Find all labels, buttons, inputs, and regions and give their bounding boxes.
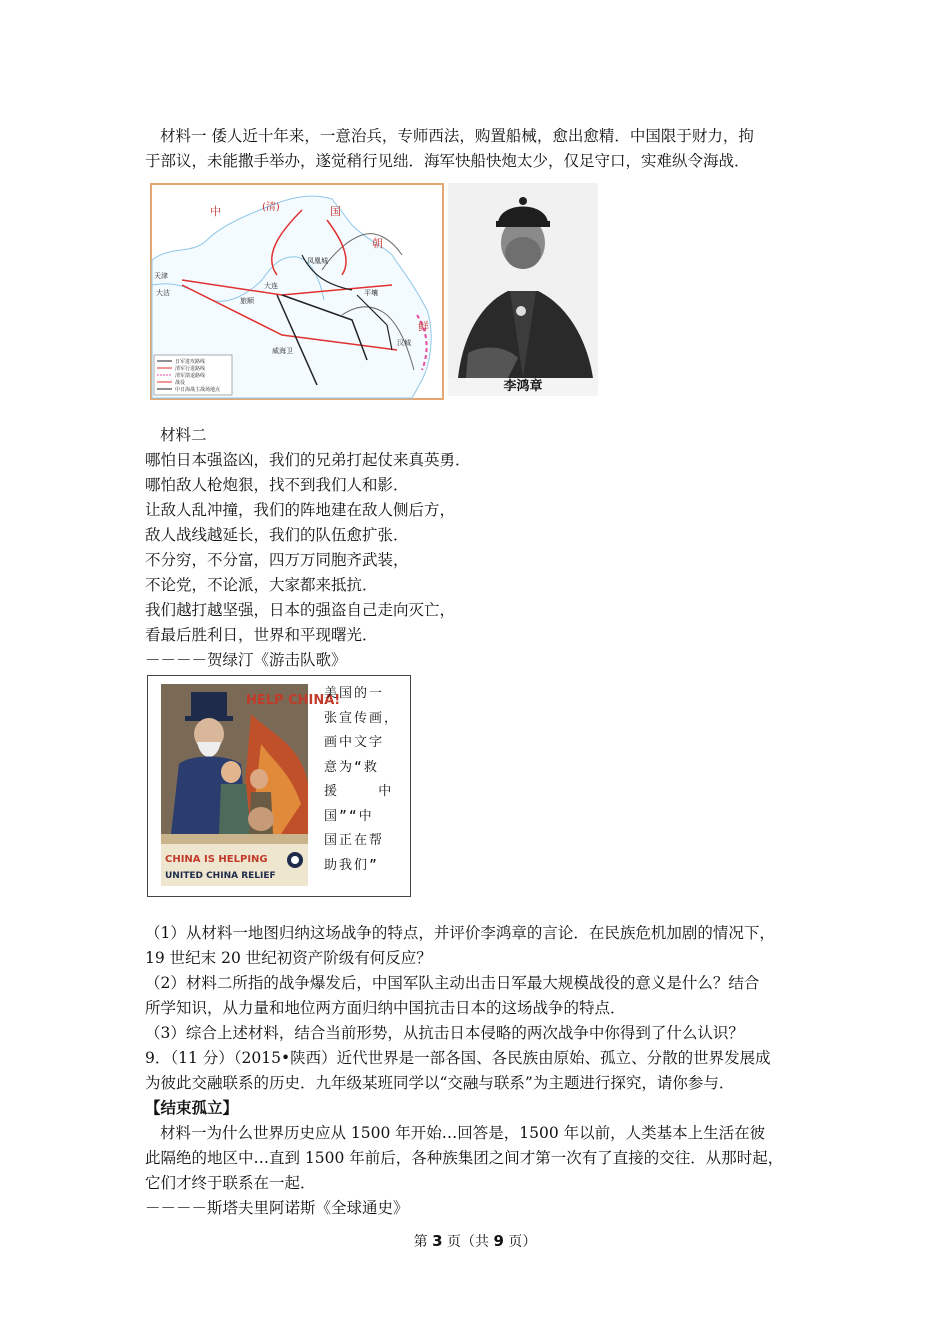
map-label-fenghuangcheng: 凤凰城 bbox=[307, 257, 328, 265]
question-1-line-2: 19 世纪末 20 世纪初资产阶级有何反应？ bbox=[145, 949, 432, 967]
material1-line-1: 材料一 倭人近十年来，一意治兵，专师西法，购置船械，愈出愈精．中国限于财力，拘 bbox=[160, 127, 754, 145]
poster-caption-line: 援 中 bbox=[324, 784, 394, 799]
footer-prefix: 第 bbox=[413, 1234, 433, 1250]
poster-caption-line: 国”“中 bbox=[324, 808, 374, 824]
song-source: －－－－贺绿汀《游击队歌》 bbox=[145, 651, 347, 669]
poster-bottom-text-2: UNITED CHINA RELIEF bbox=[165, 871, 276, 881]
section-heading: 【结束孤立】 bbox=[145, 1098, 239, 1117]
map-legend-5: 中日海战主战场地点 bbox=[175, 387, 221, 393]
map-legend-3: 清军溃退路线 bbox=[175, 373, 206, 379]
song-line-1: 哪怕日本强盗凶，我们的兄弟打起仗来真英勇． bbox=[145, 451, 471, 469]
map-label-lushun: 旅顺 bbox=[240, 297, 254, 305]
question-2-line-1: （2）材料二所指的战争爆发后，中国军队主动出击日军最大规模战役的意义是什么？结合 bbox=[145, 974, 760, 992]
map-label-dagu: 大沽 bbox=[156, 289, 170, 297]
poster-figure bbox=[147, 675, 411, 897]
problem-9-material-line-3: 它们才终于联系在一起． bbox=[145, 1174, 316, 1192]
help-china-poster bbox=[161, 684, 341, 886]
poster-bottom-text-1: CHINA IS HELPING bbox=[165, 854, 268, 865]
map-label-korea-2: 鲜 bbox=[418, 320, 429, 333]
song-line-4: 敌人战线越延长，我们的队伍愈扩张． bbox=[145, 526, 409, 544]
problem-9-source: －－－－斯塔夫里阿诺斯《全球通史》 bbox=[145, 1199, 409, 1217]
poster-caption-line: 助我们” bbox=[324, 857, 379, 873]
footer-total-pages: 9 bbox=[493, 1232, 504, 1250]
poster-caption-line: 美国的一 bbox=[324, 686, 385, 701]
song-line-8: 看最后胜利日，世界和平现曙光． bbox=[145, 626, 378, 644]
map-label-qing: (清) bbox=[262, 202, 280, 213]
map-legend-1: 日军进攻路线 bbox=[175, 359, 206, 365]
map-label-seoul: 汉城 bbox=[397, 339, 411, 347]
poster-caption bbox=[324, 682, 406, 878]
map-label-china-1: 中 bbox=[210, 205, 221, 218]
map-label-dalian: 大连 bbox=[264, 282, 278, 290]
map-label-korea-1: 朝 bbox=[372, 237, 383, 250]
map-label-china-2: 国 bbox=[330, 205, 341, 218]
map-legend-2: 清军行进路线 bbox=[175, 366, 206, 372]
footer-page-number: 3 bbox=[432, 1232, 443, 1250]
question-1-line-1: （1）从材料一地图归纳这场战争的特点，并评价李鸿章的言论．在民族危机加剧的情况下， bbox=[145, 924, 775, 942]
poster-top-text: HELP CHINA! bbox=[246, 693, 341, 708]
poster-caption-line: 意为“救 bbox=[324, 759, 379, 775]
poster-caption-line: 张宣传画， bbox=[324, 710, 400, 726]
problem-9-line-1: 9．（11 分）（2015•陕西）近代世界是一部各国、各民族由原始、孤立、分散的世界发展成 bbox=[145, 1049, 771, 1067]
problem-9-line-2: 为彼此交融联系的历史．九年级某班同学以“交融与联系”为主题进行探究，请你参与． bbox=[145, 1074, 735, 1092]
question-3: （3）综合上述材料，结合当前形势，从抗击日本侵略的两次战争中你得到了什么认识？ bbox=[145, 1024, 744, 1042]
poster-caption-line: 画中文字 bbox=[324, 735, 385, 750]
problem-9-material-line-2: 此隔绝的地区中…直到 1500 年前后，各种族集团之间才第一次有了直接的交往．从那时起， bbox=[145, 1149, 784, 1167]
song-line-6: 不论党，不论派，大家都来抵抗． bbox=[145, 576, 378, 594]
page-footer bbox=[0, 1231, 950, 1251]
footer-middle: 页（共 bbox=[442, 1234, 494, 1250]
song-line-5: 不分穷，不分富，四万万同胞齐武装， bbox=[145, 551, 409, 569]
footer-suffix: 页） bbox=[503, 1234, 537, 1250]
material1-line-2: 于部议，未能撒手举办，遂觉稍行见绌．海军快船快炮太少，仅足守口，实难纵令海战． bbox=[145, 152, 750, 170]
map-label-pyongyang: 平壤 bbox=[364, 289, 378, 297]
material2-heading: 材料二 bbox=[160, 426, 207, 444]
map-legend-4: 战役 bbox=[175, 380, 186, 386]
map-label-weihaiwei: 威海卫 bbox=[272, 347, 293, 355]
li-hongzhang-portrait bbox=[448, 183, 598, 396]
song-line-2: 哪怕敌人枪炮狠，找不到我们人和影． bbox=[145, 476, 409, 494]
war-map bbox=[150, 183, 444, 400]
poster-caption-line: 国正在帮 bbox=[324, 833, 385, 848]
problem-9-material-line-1: 材料一为什么世界历史应从 1500 年开始…回答是，1500 年以前，人类基本上生活在彼 bbox=[160, 1124, 766, 1142]
portrait-caption: 李鸿章 bbox=[503, 379, 543, 394]
question-2-line-2: 所学知识，从力量和地位两方面归纳中国抗击日本的这场战争的特点． bbox=[145, 999, 626, 1017]
song-line-3: 让敌人乱冲撞，我们的阵地建在敌人侧后方， bbox=[145, 501, 456, 519]
song-line-7: 我们越打越坚强，日本的强盗自己走向灭亡， bbox=[145, 601, 456, 619]
map-label-tianjin: 天津 bbox=[154, 272, 168, 280]
